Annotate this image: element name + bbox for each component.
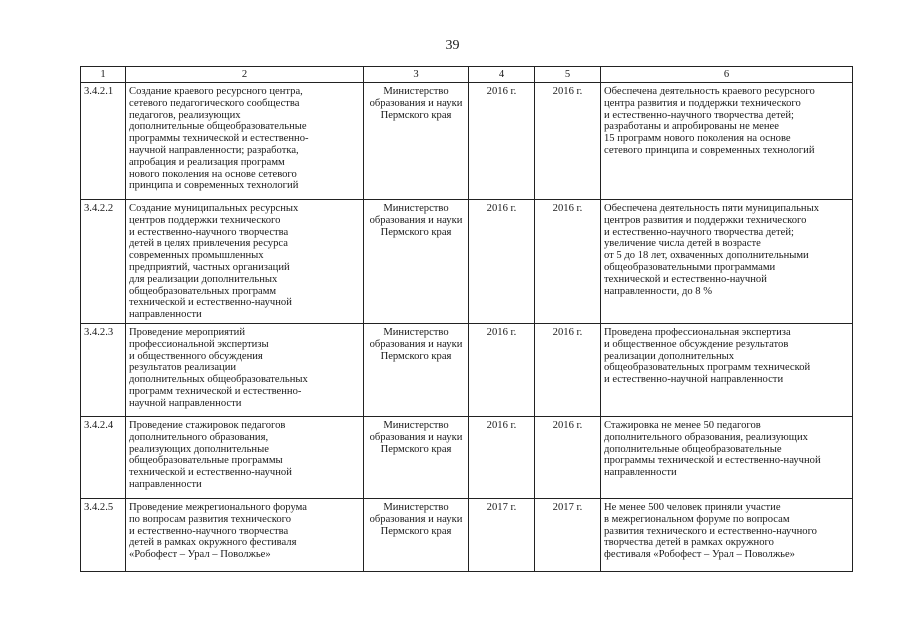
expected-result-line: увеличение числа детей в возрасте <box>604 238 761 250</box>
table-row <box>81 417 853 499</box>
activity-name-line: педагогов, реализующих <box>129 109 241 121</box>
activity-name-line: технической и естественно-научной <box>129 467 292 479</box>
responsible-org-line: Пермского края <box>380 226 452 238</box>
expected-result-line: в межрегиональном форуме по вопросам <box>604 513 790 525</box>
activity-name-line: Проведение стажировок педагогов <box>129 420 286 431</box>
activity-name-line: программ технической и естественно- <box>129 385 302 397</box>
expected-result-line: общеобразовательных программ технической <box>604 362 811 374</box>
responsible-org-line: образования и науки <box>369 513 463 525</box>
activity-name-line: дополнительных общеобразовательных <box>129 374 308 386</box>
responsible-org-line: образования и науки <box>369 97 463 109</box>
activity-name-cell <box>126 83 364 200</box>
end-year: 2016 г. <box>552 420 583 431</box>
item-code-cell <box>81 83 126 200</box>
item-code: 3.4.2.4 <box>84 420 114 431</box>
item-code: 3.4.2.3 <box>84 327 114 338</box>
end-year: 2017 г. <box>552 502 583 513</box>
responsible-org-cell <box>364 200 469 324</box>
start-year: 2016 г. <box>486 327 517 338</box>
responsible-org-line: образования и науки <box>369 214 463 226</box>
item-code-cell <box>81 324 126 417</box>
expected-result-line: и естественно-научного творчества детей; <box>604 226 794 238</box>
expected-result-cell <box>601 83 853 200</box>
column-header-4: 4 <box>469 67 535 83</box>
activity-name-line: центров поддержки технического <box>129 214 281 226</box>
expected-result-line: 15 программ нового поколения на основе <box>604 133 791 145</box>
expected-result-line: Проведена профессиональная экспертиза <box>604 327 791 338</box>
item-code: 3.4.2.5 <box>84 502 114 513</box>
expected-result-cell <box>601 200 853 324</box>
column-header-6: 6 <box>601 67 853 83</box>
page-number: 39 <box>445 38 460 53</box>
expected-result-line: фестиваля «Робофест – Урал – Поволжье» <box>604 549 795 561</box>
item-code: 3.4.2.2 <box>84 203 114 214</box>
responsible-org-line: Министерство <box>383 502 449 513</box>
activity-name-line: научной направленности; разработка, <box>129 144 299 156</box>
column-header-2: 2 <box>126 67 364 83</box>
item-code-cell <box>81 200 126 324</box>
end-year-cell <box>535 200 601 324</box>
expected-result-line: дополнительного образования, реализующих <box>604 431 808 443</box>
activity-name-line: нового поколения на основе сетевого <box>129 168 297 180</box>
activity-name-cell <box>126 417 364 499</box>
activity-name-line: для реализации дополнительных <box>129 273 278 285</box>
expected-result-cell <box>601 417 853 499</box>
expected-result-cell <box>601 324 853 417</box>
start-year: 2016 г. <box>486 203 517 214</box>
activity-name-line: современных промышленных <box>129 250 264 262</box>
responsible-org-cell <box>364 499 469 572</box>
activity-name-line: и естественно-научного творчества <box>129 226 289 238</box>
activity-name-cell <box>126 200 364 324</box>
expected-result-line: Обеспечена деятельность пяти муниципальных <box>604 203 820 214</box>
activity-name-line: апробация и реализация программ <box>129 156 285 168</box>
activity-name-cell <box>126 499 364 572</box>
activity-plan-table <box>80 66 853 572</box>
responsible-org-line: Пермского края <box>380 525 452 537</box>
activity-name-line: общеобразовательные программы <box>129 455 283 467</box>
expected-result-line: Стажировка не менее 50 педагогов <box>604 420 761 431</box>
activity-name-line: Проведение мероприятий <box>129 327 246 338</box>
item-code-cell <box>81 417 126 499</box>
expected-result-line: сетевого принципа и современных технологий <box>604 144 815 156</box>
activity-name-line: направленности <box>129 309 202 321</box>
activity-name-line: «Робофест – Урал – Поволжье» <box>129 549 271 561</box>
activity-name-line: Создание муниципальных ресурсных <box>129 203 299 214</box>
expected-result-line: центра развития и поддержки технического <box>604 97 801 109</box>
expected-result-line: Не менее 500 человек приняли участие <box>604 502 781 513</box>
expected-result-line: общеобразовательными программами <box>604 261 776 273</box>
activity-name-line: Проведение межрегионального форума <box>129 502 307 513</box>
responsible-org-line: Пермского края <box>380 443 452 455</box>
start-year-cell <box>469 200 535 324</box>
activity-name-line: реализующих дополнительные <box>129 443 269 455</box>
expected-result-line: развития технического и естественно-научного <box>604 525 817 537</box>
responsible-org-line: Пермского края <box>380 350 452 362</box>
start-year-cell <box>469 499 535 572</box>
expected-result-line: разработаны и апробированы не менее <box>604 121 779 133</box>
start-year-cell <box>469 83 535 200</box>
table-body <box>81 83 853 572</box>
activity-name-line: программы технической и естественно- <box>129 133 309 145</box>
responsible-org-line: Министерство <box>383 86 449 97</box>
expected-result-line: от 5 до 18 лет, охваченных дополнительными <box>604 250 809 262</box>
responsible-org-line: Министерство <box>383 203 449 214</box>
column-header-5: 5 <box>535 67 601 83</box>
activity-name-line: сетевого педагогического сообщества <box>129 97 300 109</box>
responsible-org-line: образования и науки <box>369 431 463 443</box>
activity-name-line: общеобразовательных программ <box>129 285 277 297</box>
start-year: 2016 г. <box>486 86 517 97</box>
expected-result-cell <box>601 499 853 572</box>
expected-result-line: и естественно-научной направленности <box>604 374 784 386</box>
expected-result-line: творчества детей в рамках окружного <box>604 537 774 549</box>
responsible-org-cell <box>364 83 469 200</box>
responsible-org-line: образования и науки <box>369 338 463 350</box>
expected-result-line: направленности, до 8 % <box>604 285 713 297</box>
activity-name-line: и общественного обсуждения <box>129 350 263 362</box>
table-row <box>81 83 853 200</box>
activity-name-line: направленности <box>129 478 202 490</box>
item-code-cell <box>81 499 126 572</box>
start-year: 2016 г. <box>486 420 517 431</box>
column-header-1: 1 <box>81 67 126 83</box>
end-year-cell <box>535 499 601 572</box>
expected-result-line: реализации дополнительных <box>604 350 735 362</box>
end-year: 2016 г. <box>552 86 583 97</box>
responsible-org-line: Пермского края <box>380 109 452 121</box>
expected-result-line: Обеспечена деятельность краевого ресурсного <box>604 86 815 97</box>
responsible-org-line: Министерство <box>383 420 449 431</box>
start-year: 2017 г. <box>486 502 517 513</box>
end-year: 2016 г. <box>552 203 583 214</box>
activity-name-line: Создание краевого ресурсного центра, <box>129 86 303 97</box>
activity-name-line: и естественно-научного творчества <box>129 525 289 537</box>
expected-result-line: дополнительные общеобразовательные <box>604 443 782 455</box>
end-year-cell <box>535 324 601 417</box>
activity-name-cell <box>126 324 364 417</box>
expected-result-line: центров развития и поддержки технического <box>604 214 807 226</box>
table-row <box>81 324 853 417</box>
activity-name-line: предприятий, частных организаций <box>129 261 290 273</box>
end-year: 2016 г. <box>552 327 583 338</box>
table-row <box>81 499 853 572</box>
responsible-org-line: Министерство <box>383 327 449 338</box>
activity-name-line: профессиональной экспертизы <box>129 338 269 350</box>
activity-name-line: принципа и современных технологий <box>129 180 299 192</box>
expected-result-line: и общественное обсуждение результатов <box>604 338 789 350</box>
end-year-cell <box>535 417 601 499</box>
expected-result-line: программы технической и естественно-научной <box>604 455 821 467</box>
expected-result-line: направленности <box>604 467 677 479</box>
start-year-cell <box>469 417 535 499</box>
end-year-cell <box>535 83 601 200</box>
activity-name-line: технической и естественно-научной <box>129 297 292 309</box>
responsible-org-cell <box>364 417 469 499</box>
activity-name-line: по вопросам развития технического <box>129 513 292 525</box>
item-code: 3.4.2.1 <box>84 86 114 97</box>
start-year-cell <box>469 324 535 417</box>
activity-name-line: научной направленности <box>129 397 242 409</box>
activity-name-line: дополнительные общеобразовательные <box>129 121 307 133</box>
activity-name-line: детей в рамках окружного фестиваля <box>129 537 297 549</box>
table-row <box>81 200 853 324</box>
column-header-3: 3 <box>364 67 469 83</box>
responsible-org-cell <box>364 324 469 417</box>
activity-name-line: результатов реализации <box>129 362 237 374</box>
table-header-row <box>81 67 853 83</box>
activity-name-line: дополнительного образования, <box>129 431 269 443</box>
activity-name-line: детей в целях привлечения ресурса <box>129 238 288 250</box>
expected-result-line: технической и естественно-научной <box>604 273 767 285</box>
expected-result-line: и естественно-научного творчества детей; <box>604 109 794 121</box>
